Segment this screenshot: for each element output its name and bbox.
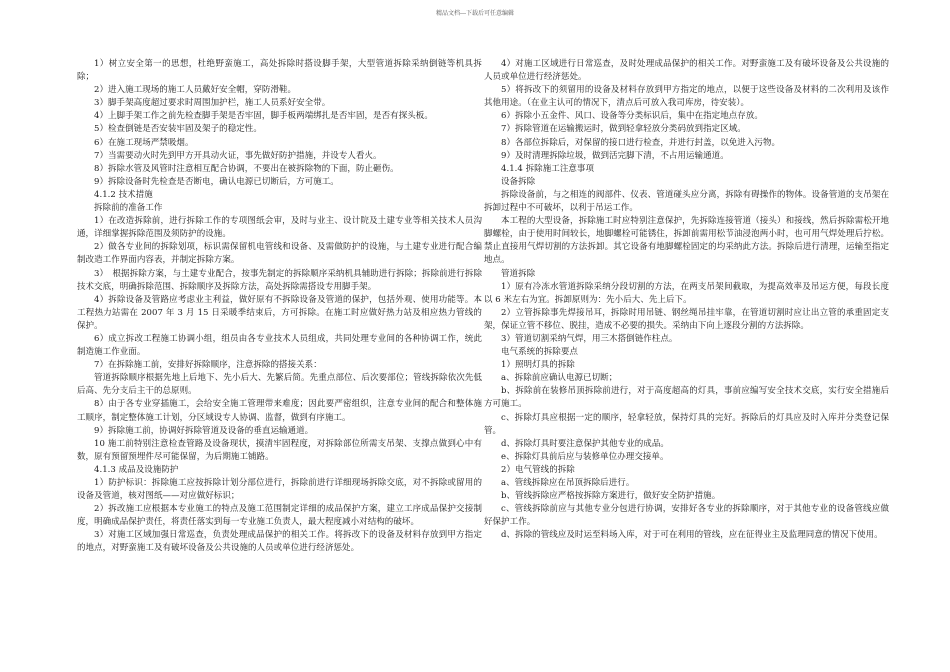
subsection-heading: 拆除前的准备工作 (94, 203, 163, 214)
paragraph: c、管线拆除前应与其他专业分包进行协调，安排好各专业的拆除顺序，对于其他专业的设备管线应做好保护工作。 (484, 504, 889, 528)
paragraph: 本工程的大型设备，拆除施工时应特别注意保护，先拆除连接管道（接头）和接线，然后拆除需松开地脚螺栓，由于使用时间较长，地脚螺栓可能锈住，拆卸前需用松节油浸泡两小时，也可用气焊处理后拧松。禁止直接用气焊切割的方法拆卸。其它设备有地脚螺栓固定的均采纳此方法。拆除后进行清理，运输至指定地点。 (484, 216, 889, 266)
subsection-heading: 电气系统的拆除要点 (501, 347, 578, 358)
paragraph: 7）当需要动火时先到甲方开具动火证，事先做好防护措施，并设专人看火。 (94, 150, 382, 161)
paragraph: 拆除设备前，与之相连的阀部件、仪表、管道碰头应分离，拆除有碍操作的物体。设备管道的支吊架在拆卸过程中不可破坏，以利于吊运工作。 (484, 189, 889, 214)
paragraph: 3）对施工区域加强日常巡查，负责处理成品保护的相关工作。将拆改下的设备及材料存放到甲方指定的地点，对野蛮施工及有破坏设备及公共设施的人员或单位进行经济惩处。 (77, 530, 482, 554)
paragraph: 1）原有冷冻水管道拆除采纳分段切割的方法，在两支吊架间截取，为提高效率及吊运方便，每段长度以 6 米左右为宜。拆卸原则为：先小后大、先上后下。 (484, 281, 889, 305)
paragraph: a、拆除前应确认电源已切断； (501, 373, 618, 384)
paragraph: 1）防护标识：拆除施工应按拆除计划分部位进行，拆除前进行详细现场拆除交底，对不拆除或留用的设备及管道，核对图纸——对应做好标识； (77, 478, 482, 502)
paragraph: 9）拆除设备时先检查是否断电，确认电源已切断后，方可施工。 (94, 176, 339, 187)
paragraph: c、拆除灯具应根据一定的顺序，轻拿轻放，保持灯具的完好。拆除后的灯具应及时入库并分类登记保管。 (484, 412, 889, 436)
left-column (77, 58, 482, 556)
paragraph: 管道拆除顺序根据先地上后地下、先小后大、先繁后简。先重点部位、后次要部位；管线拆除依次先低后高、先分支后主干的总原则。 (77, 373, 482, 397)
paragraph: 4）拆除设备及管路应考虑业主利益，做好原有不拆除设备及管道的保护，包括外观、使用功能等。本工程热力站需在 2007 年 3 月 15 日采暖季结束后，方可拆除。在施工时应做好热力站及相应热力管线的保护。 (77, 294, 482, 331)
paragraph: 2）立管拆除事先焊接吊耳，拆除时用吊链、钢丝绳吊挂牢靠，在管道切割时应让出立管的承重固定支架，保证立管不移位、脱挂，造成不必要的损失。采纳由下向上逐段分割的方法拆除。 (484, 307, 889, 331)
section-heading: 4.1.4 拆除施工注意事项 (501, 163, 595, 174)
paragraph: 9）及时清理拆除垃圾，做到活完脚下清，不占用运输通道。 (501, 150, 729, 161)
paragraph: 2）拆改施工应根据本专业施工的特点及施工范围制定详细的成品保护方案，建立工序成品保护交接制度，明确成品保护责任，将责任落实到每一专业施工负责人，最大程度减小对结构的破坏。 (77, 504, 482, 528)
subsection-heading: 设备拆除 (501, 176, 536, 187)
paragraph: 8）各部位拆除后，对保留的接口进行检查，并进行封盖，以免进入污物。 (501, 137, 781, 148)
paragraph: 3）脚手架高度超过要求时周围加护栏，施工人员系好安全带。 (94, 98, 331, 109)
paragraph: 4）对施工区域进行日常巡查，及时处理成品保护的相关工作。对野蛮施工及有破坏设备及公共设施的人员或单位进行经济惩处。 (484, 59, 889, 83)
paragraph: 2）电气管线的拆除 (501, 464, 575, 475)
paragraph: 10 施工前特别注意检查管路及设备现状，摸清牢固程度，对拆除部位所需支吊架、支撑点做到心中有数，原有预留预埋件尽可能保留，为后期施工铺路。 (77, 438, 482, 462)
paragraph: 7）拆除管道在运输搬运时，做到轻拿轻放分类码放到指定区域。 (501, 124, 746, 135)
paragraph: 1）树立安全第一的思想，杜绝野蛮施工，高处拆除时搭设脚手架，大型管道拆除采纳倒链等机具拆除； (77, 59, 482, 83)
subsection-heading: 管道拆除 (501, 268, 536, 279)
paragraph: b、拆除前在装修吊顶拆除前进行，对于高度超高的灯具，事前应编写安全技术交底，实行安全措施后方可施工。 (484, 386, 889, 410)
paragraph: 5）将拆改下的须留用的设备及材料存放到甲方指定的地点，以便于这些设备及材料的二次利用及该作其他用途。（在业主认可的情况下，清点后可放入我司库房，待安装）。 (484, 85, 889, 109)
paragraph: 1）照明灯具的拆除 (501, 360, 575, 371)
section-heading: 4.1.3 成品及设施防护 (94, 464, 179, 475)
paragraph: 2）进入施工现场的施工人员戴好安全帽，穿防滑鞋。 (94, 85, 297, 96)
paragraph: 3）管道切割采纳气焊，用三木搭倒链作柱点。 (501, 333, 678, 344)
section-heading: 4.1.2 技术措施 (94, 189, 153, 200)
paragraph: 8）拆除水管及风管时注意相互配合协调，不要出在被拆除物的下面，防止砸伤。 (94, 163, 399, 174)
paragraph: 4）上脚手架工作之前先检查脚手架是否牢固，脚手板两端绑扎是否牢固，是否有探头板。 (94, 111, 433, 122)
page-header: 精品文档---下载后可任意编辑 (435, 10, 515, 17)
paragraph: 1）在改造拆除前，进行拆除工作的专项图纸会审，及时与业主、设计院及土建专业等相关技术人员沟通，详细掌握拆除范围及须防护的设施。 (77, 216, 482, 240)
paragraph: a、管线拆除应在吊顶拆除后进行。 (501, 478, 635, 488)
paragraph: 8）由于各专业穿插施工，会给安全施工管理带来难度；因此要严密组织，注意专业间的配合和整体施工顺序，制定整体施工计划，分区域设专人协调、监督，做到有序施工。 (77, 399, 482, 423)
paragraph: d、拆除的管线应及时运至料场入库，对于可在利用的管线，应在征得业主及监理同意的情况下使用。 (501, 530, 883, 541)
paragraph: 6）拆除小五金件、风口、设备等分类标识后，集中在指定地点存放。 (501, 111, 763, 122)
paragraph: 9）拆除施工前，协调好拆除管道及设备的垂直运输通道。 (94, 425, 314, 436)
paragraph: 7）在拆除施工前，安排好拆除顺序，注意拆除的搭接关系： (94, 360, 322, 371)
paragraph: 2）做各专业间的拆除划项，标识需保留机电管线和设备、及需做防护的设施，与土建专业进行配合编制改造工作界面内容表，并制定拆除方案。 (77, 242, 482, 266)
paragraph: b、管线拆除应严格按拆除方案进行，做好安全防护措施。 (501, 491, 721, 502)
paragraph: 6）在施工现场严禁吸烟。 (94, 137, 194, 148)
paragraph: e、拆除灯具前后应与装修单位办理交接单。 (501, 451, 669, 462)
paragraph: d、拆除灯具时要注意保护其他专业的成品。 (501, 438, 669, 449)
paragraph: 6）成立拆改工程施工协调小组，组员由各专业技术人员组成，共同处理专业间的各种协调工作，统此制造施工作业面。 (77, 333, 482, 358)
right-column (484, 58, 889, 542)
paragraph: 5）检查倒链是否安装牢固及架子的稳定性。 (94, 124, 262, 135)
paragraph: 3） 根据拆除方案，与土建专业配合，按事先制定的拆除顺序采纳机具辅助进行拆除；拆除前进行拆除技术交底，明确拆除范围、拆除顺序及拆除方法，高处拆除需搭设专用脚手架。 (77, 268, 482, 292)
